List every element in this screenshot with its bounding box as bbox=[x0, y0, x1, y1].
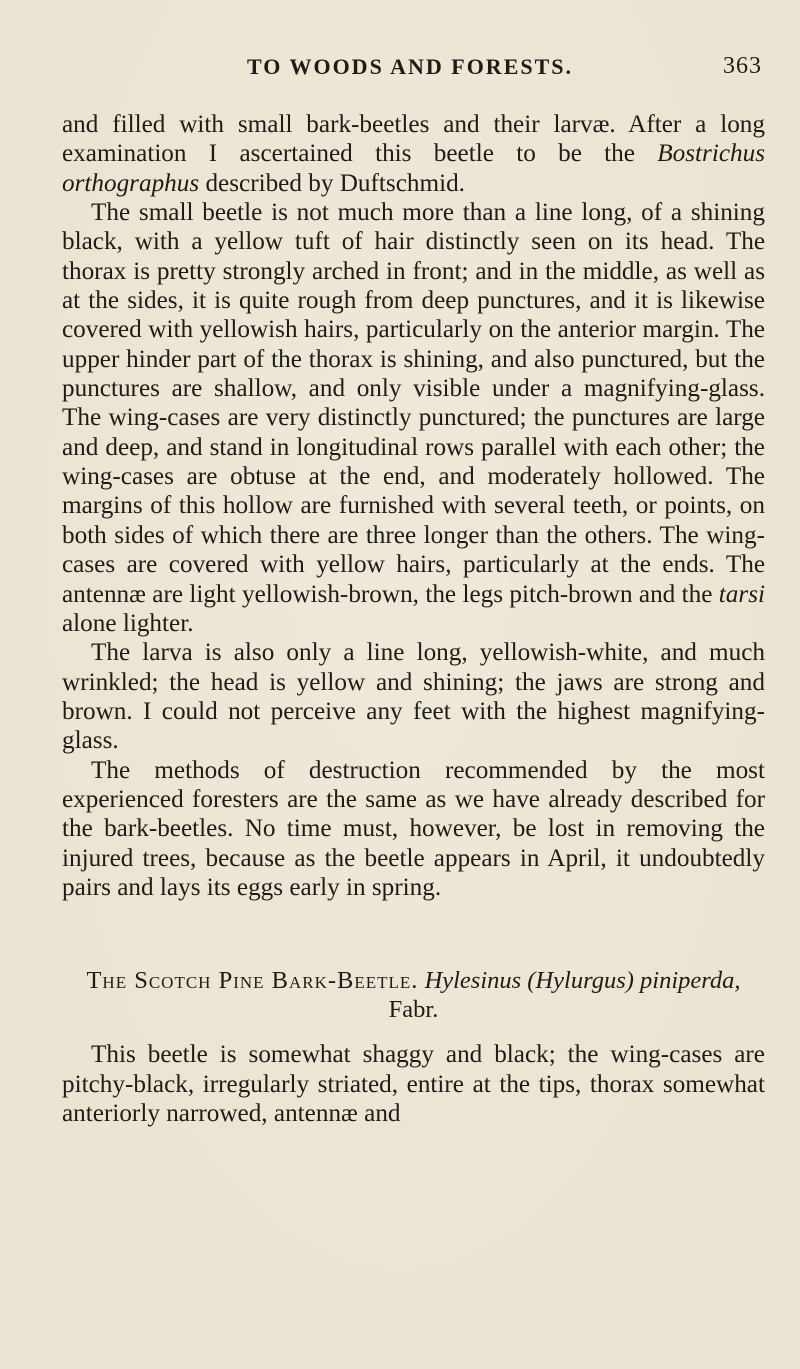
paragraph-1 bbox=[62, 110, 765, 198]
section-heading-title: The Scotch Pine Bark-Beetle. bbox=[86, 967, 419, 995]
paragraph-3: The larva is also only a line long, yellowish-white, and much wrinkled; the head is yellow and shining; the jaws are strong and brown. I could not perceive any feet with the highest magnifying-glass. bbox=[62, 639, 765, 755]
page-number: 363 bbox=[723, 53, 762, 79]
paragraph-4: The methods of destruction recommended by the most experienced foresters are the same as we have already described for the bark-beetles. No time must, however, be lost in removing the injured trees, because as the beetle appears in April, it undoubtedly pairs and lays its eggs early in spring. bbox=[62, 756, 765, 901]
section-heading-latin: Hylesinus (Hylurgus) piniperda, bbox=[424, 967, 741, 995]
paragraph-1-text-b: described by Duftschmid. bbox=[199, 169, 465, 197]
running-title: TO WOODS AND FORESTS. bbox=[246, 54, 574, 79]
tarsi-term: tarsi bbox=[718, 580, 765, 608]
section-paragraph-1: This beetle is somewhat shaggy and black; the wing-cases are pitchy-black, irregularly striated, entire at the tips, thorax somewhat anteriorly narrowed, antennæ and bbox=[62, 1041, 765, 1127]
body-text bbox=[62, 110, 765, 1128]
paragraph-2-text: The small beetle is not much more than a line long, of a shining black, with a yellow tuft of hair distinctly seen on its head. The thorax is pretty strongly arched in front; and in the middle, as well as at the sides, it is quite rough from deep punctures, and it is likewise covered with yellowish hairs, particularly on the anterior margin. The upper hinder part of the thorax is shining, and also punctured, but the punctures are shallow, and only visible under a magnifying-glass. The wing-cases are very distinctly punctured; the punctures are large and deep, and stand in longitudinal rows parallel with each other; the wing-cases are obtuse at the end, and moderately hollowed. The margins of this hollow are furnished with several teeth, or points, on both sides of which there are three longer than the others. The wing-cases are covered with yellow hairs, particularly at the ends. The antennæ are light yellowish-brown, the legs pitch-brown and the bbox=[62, 199, 765, 608]
running-head bbox=[58, 50, 762, 84]
species-name: Bostrichus orthographus bbox=[62, 140, 765, 197]
paragraph-2 bbox=[62, 198, 765, 638]
section-heading-author: Fabr. bbox=[388, 996, 439, 1024]
paragraph-1-text-a: and filled with small bark-beetles and their larvæ. After a long examination I ascertained this beetle to be the bbox=[62, 111, 765, 168]
section-heading bbox=[62, 966, 765, 1024]
paragraph-2-end: alone lighter. bbox=[62, 609, 194, 637]
